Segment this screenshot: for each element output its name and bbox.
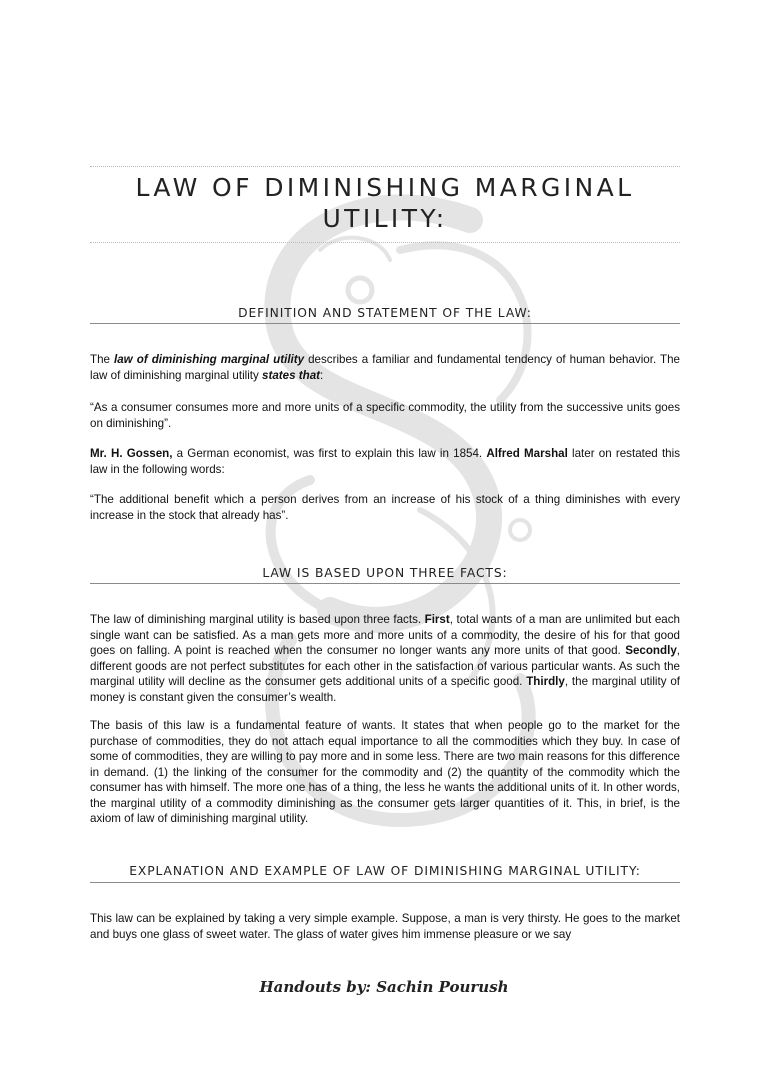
paragraph: This law can be explained by taking a very simple example. Suppose, a man is very thirsty. He goes to the market and buys one glass of sweet water. The glass of water gives him immense pleasure or we say [90, 912, 680, 941]
title-bottom-border [90, 242, 680, 243]
section-heading-definition: DEFINITION AND STATEMENT OF THE LAW: [238, 306, 532, 320]
quote-paragraph: “As a consumer consumes more and more units of a specific commodity, the utility from the successive units goes on diminishing”. [90, 401, 680, 430]
text-run: : [320, 368, 324, 382]
bold-term: Thirdly [526, 675, 565, 688]
paragraph [90, 352, 680, 383]
bold-term: Secondly [625, 644, 677, 657]
bold-italic-term: states that [262, 368, 321, 382]
page-title-line-1: LAW OF DIMINISHING MARGINAL [135, 173, 635, 202]
text-run: The [90, 353, 115, 366]
text-run: , the marginal utility of money is constant given the consumer’s wealth. [90, 675, 680, 704]
text-run: , total wants of a man are unlimited but each single want can be satisfied. As a man gets more and more units of a commodity, the desire of his for that good goes on falling. A point is reached when the consumer no longer wants any more units of that good. [90, 613, 680, 657]
section-heading-three-facts: LAW IS BASED UPON THREE FACTS: [262, 566, 508, 580]
paragraph: The basis of this law is a fundamental feature of wants. It states that when people go to the market for the purchase of commodities, they do not attach equal importance to all the commodities which they buy. In case of some of commodities, they are willing to pay more and in some less. There are two main reasons for this difference in demand. (1) the linking of the consumer for the commodity and (2) the quantity of the commodity which the consumer has with himself. The more one has of a thing, the less he wants the additional units of it. In other words, the marginal utility of a commodity diminishing as the consumer gets larger quantities of it. This, in brief, is the axiom of law of diminishing marginal utility. [90, 719, 680, 825]
bold-term: First [424, 613, 450, 626]
text-run: , different goods are not perfect substitutes for each other in the satisfaction of various particular wants. As such the marginal utility will decline as the consumer gets additional units of a specific good. [90, 644, 680, 688]
page-footer: Handouts by: Sachin Pourush [259, 978, 509, 996]
text-run: a German economist, was first to explain this law in 1854. [172, 447, 487, 460]
section-rule [90, 323, 680, 324]
text-run: later on restated this law in the following words: [90, 447, 680, 476]
bold-name: Alfred Marshal [486, 447, 568, 460]
text-run: describes a familiar and fundamental tendency of human behavior. The law of diminishing marginal utility [90, 353, 680, 382]
quote-paragraph: “The additional benefit which a person derives from an increase of his stock of a thing diminishes with every increase in the stock that already has”. [90, 493, 680, 522]
page-title-line-2: UTILITY: [322, 204, 448, 233]
page-title [90, 172, 680, 234]
bold-italic-term: law of diminishing marginal utility [114, 353, 305, 366]
paragraph [90, 446, 680, 477]
title-top-border [90, 166, 680, 167]
section-rule [90, 583, 680, 584]
paragraph [90, 612, 680, 705]
section-rule [90, 882, 680, 883]
bold-name: Mr. H. Gossen, [90, 447, 173, 460]
text-run: The law of diminishing marginal utility is based upon three facts. [90, 613, 425, 626]
section-heading-explanation: EXPLANATION AND EXAMPLE OF LAW OF DIMINISHING MARGINAL UTILITY: [129, 864, 641, 878]
